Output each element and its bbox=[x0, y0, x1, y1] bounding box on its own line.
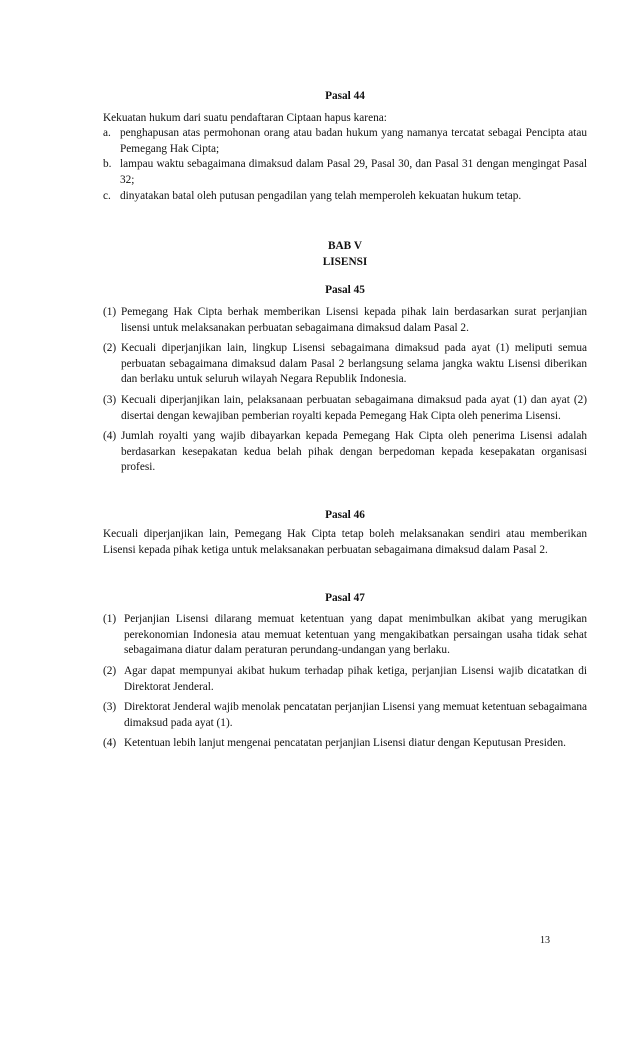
list-item bbox=[103, 700, 587, 731]
item-label: (1) bbox=[103, 613, 117, 626]
item-text: dinyatakan batal oleh putusan pengadilan yang telah memperoleh kekuatan hukum tetap. bbox=[120, 189, 522, 202]
page-content bbox=[103, 89, 587, 752]
chapter-title: BAB V bbox=[327, 240, 362, 253]
item-label: b. bbox=[103, 158, 112, 171]
item-label: a. bbox=[103, 127, 111, 140]
item-label: (1) bbox=[103, 305, 117, 318]
item-text: Agar dapat mempunyai akibat hukum terhadap pihak ketiga, perjanjian Lisensi wajib dicatatkan di Direktorat Jenderal. bbox=[124, 665, 587, 693]
item-text: penghapusan atas permohonan orang atau badan hukum yang namanya tercatat sebagai Pencipta atau Pemegang Hak Cipta; bbox=[120, 127, 587, 155]
list-item bbox=[103, 429, 587, 476]
item-text: Direktorat Jenderal wajib menolak pencatatan perjanjian Lisensi yang memuat ketentuan sebagaimana dimaksud pada ayat (1). bbox=[124, 701, 587, 729]
item-label: (2) bbox=[103, 665, 117, 678]
list-item bbox=[103, 612, 587, 659]
pasal-44-intro: Kekuatan hukum dari suatu pendaftaran Ciptaan hapus karena: bbox=[103, 111, 387, 124]
item-text: lampau waktu sebagaimana dimaksud dalam Pasal 29, Pasal 30, dan Pasal 31 dengan mengingat Pasal 32; bbox=[120, 158, 587, 186]
page-number: 13 bbox=[540, 935, 550, 946]
item-label: c. bbox=[103, 189, 111, 202]
list-item bbox=[103, 189, 587, 205]
pasal-47-title: Pasal 47 bbox=[325, 591, 365, 604]
pasal-45-title: Pasal 45 bbox=[325, 284, 365, 297]
pasal-46-title: Pasal 46 bbox=[325, 508, 365, 521]
chapter-subtitle: LISENSI bbox=[322, 255, 368, 268]
item-label: (3) bbox=[103, 393, 117, 406]
item-text: Kecuali diperjanjikan lain, lingkup Lisensi sebagaimana dimaksud pada ayat (1) meliputi semua perbuatan sebagaimana dimaksud dalam Pasal 2 berlangsung selama jangka waktu Lisensi diberikan dan berlaku untuk seluruh wilayah Negara Republik Indonesia. bbox=[121, 342, 587, 386]
pasal-44-title: Pasal 44 bbox=[325, 90, 365, 102]
item-label: (4) bbox=[103, 430, 117, 443]
pasal-46-text: Kecuali diperjanjikan lain, Pemegang Hak Cipta tetap boleh melaksanakan sendiri atau memberikan Lisensi kepada pihak ketiga untuk melaksanakan perbuatan sebagaimana dimaksud dalam Pasal 2. bbox=[103, 528, 587, 557]
item-text: Perjanjian Lisensi dilarang memuat ketentuan yang dapat menimbulkan akibat yang merugikan perekonomian Indonesia atau memuat ketentuan yang mengakibatkan persaingan usaha tidak sehat sebagaimana diatur dalam peraturan perundang-undangan yang berlaku. bbox=[124, 613, 587, 657]
list-item bbox=[103, 157, 587, 188]
list-item bbox=[103, 341, 587, 388]
item-text: Pemegang Hak Cipta berhak memberikan Lisensi kepada pihak lain berdasarkan surat perjanjian lisensi untuk melaksanakan perbuatan sebagaimana dimaksud dalam Pasal 2. bbox=[121, 305, 587, 334]
list-item bbox=[103, 305, 587, 336]
list-item bbox=[103, 393, 587, 424]
list-item bbox=[103, 664, 587, 695]
item-label: (2) bbox=[103, 342, 117, 355]
list-item bbox=[103, 736, 587, 752]
item-label: (4) bbox=[103, 737, 117, 750]
item-text: Ketentuan lebih lanjut mengenai pencatatan perjanjian Lisensi diatur dengan Keputusan Presiden. bbox=[124, 737, 567, 750]
list-item bbox=[103, 126, 587, 157]
item-text: Kecuali diperjanjikan lain, pelaksanaan perbuatan sebagaimana dimaksud pada ayat (1) dan ayat (2) disertai dengan kewajiban pemberian royalti kepada Pemegang Hak Cipta oleh penerima Lisensi. bbox=[121, 393, 587, 422]
item-text: Jumlah royalti yang wajib dibayarkan kepada Pemegang Hak Cipta oleh penerima Lisensi adalah berdasarkan kesepakatan kedua belah pihak dengan berpedoman kepada kesepakatan organisasi profesi. bbox=[121, 430, 587, 474]
item-label: (3) bbox=[103, 701, 117, 714]
